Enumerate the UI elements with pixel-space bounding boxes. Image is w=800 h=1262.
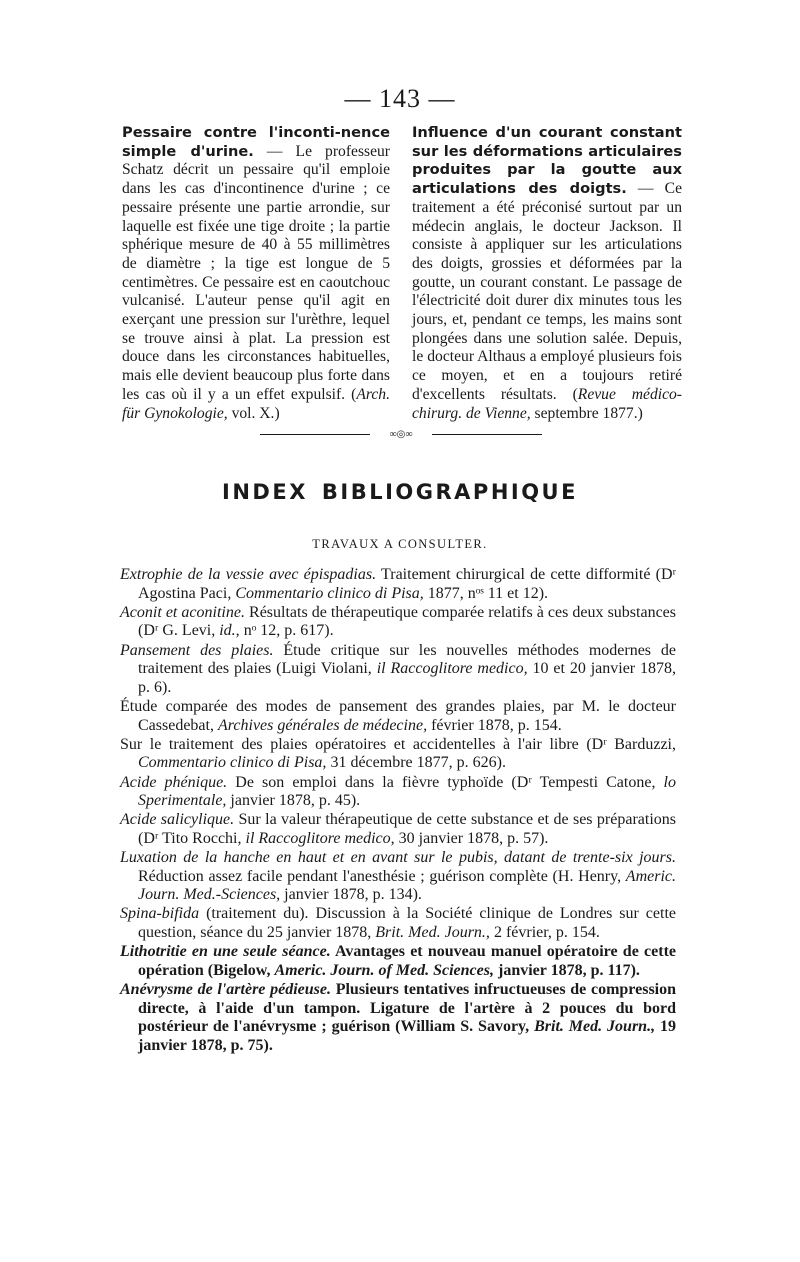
reference-text: janvier 1878, p. 134). — [280, 886, 422, 904]
reference-text: Plusieurs tentatives infructueuses de compression directe, à l'aide d'un tampon. Ligature de l'artère à 2 pouces du bord postérieur de l'anévrysme ; guérison (William S. Savory, — [138, 981, 677, 1036]
reference-entry — [120, 642, 676, 698]
reference-lead: Pansement des plaies. — [120, 641, 274, 659]
reference-text: Sur le traitement des plaies opératoires et accidentelles à l'air libre (Dʳ Barduzzi, — [120, 735, 676, 753]
article-title: Influence d'un courant constant sur les déformations articulaires produites par la goutte aux articulations des doigts. — [412, 124, 682, 198]
reference-lead: Aconit et aconitine. — [120, 603, 245, 621]
sub-heading: TRAVAUX A CONSULTER. — [312, 537, 488, 551]
reference-text: 30 janvier 1878, p. 57). — [394, 829, 549, 847]
reference-source: Commentario clinico di Pisa, — [235, 584, 424, 602]
reference-lead: Acide phénique. — [120, 773, 228, 791]
article-pessaire — [122, 124, 390, 423]
reference-entry — [120, 905, 676, 942]
article-body: — Ce traitement a été préconisé surtout par un médecin anglais, le docteur Jackson. Il consiste à appliquer sur les articulations des doigts, grossies et déformées par la goutte, un courant constant. Le passage de l'électricité doit durer dix minutes tous les jours, et, pendant ce temps, les mains sont plongées dans une solution salée. Depuis, le docteur Althaus a employé plusieurs fois ce moyen, et en a toujours retiré d'excellents résultats. ( — [412, 180, 682, 403]
reference-text: février 1878, p. 154. — [427, 716, 562, 734]
reference-text: (traitement du). Discussion à la Société clinique de Londres sur cette question, séance du 25 janvier 1878, — [138, 905, 676, 942]
ornamental-divider — [260, 428, 542, 442]
reference-source: il Raccoglitore medico, — [245, 829, 395, 847]
reference-text: 10 et 20 janvier 1878, p. 6). — [138, 660, 677, 696]
reference-lead: Spina-bifida — [120, 905, 200, 923]
reference-text: 31 décembre 1877, p. 626). — [326, 754, 506, 772]
reference-text: De son emploi dans la fièvre typhoïde (Dʳ Tempesti Catone, — [227, 773, 664, 791]
reference-source: il Raccoglitore medico, — [376, 660, 528, 678]
reference-entry — [120, 604, 676, 641]
reference-entry — [120, 849, 676, 905]
reference-lead: Lithotritie en une seule séance. — [120, 943, 331, 961]
reference-entry — [120, 774, 676, 811]
reference-text: Étude critique sur les nouvelles méthodes modernes de traitement des plaies (Luigi Violani, — [138, 641, 677, 678]
section-heading — [0, 480, 800, 504]
page-number: — 143 — — [344, 84, 456, 113]
reference-list — [120, 566, 676, 1056]
reference-source: Archives générales de médecine, — [217, 716, 428, 734]
heading-word-bibliographique: BIBLIOGRAPHIQUE — [321, 480, 578, 504]
reference-entry — [120, 981, 676, 1055]
reference-text: Sur la valeur thérapeutique de cette substance et de ses préparations (Dʳ Tito Rocchi, — [138, 811, 676, 847]
reference-text: janvier 1878, p. 117). — [493, 961, 640, 979]
reference-lead: Luxation de la hanche en haut et en avant sur le pubis, datant de trente-six jours. — [120, 849, 676, 867]
reference-source: Brit. Med. Journ., — [534, 1018, 656, 1036]
article-title: Pessaire contre l'inconti-nence simple d'urine. — [122, 124, 390, 160]
reference-entry — [120, 811, 676, 848]
reference-text: nᵒ 12, p. 617). — [239, 622, 334, 640]
reference-source: Brit. Med. Journ., — [375, 924, 490, 942]
article-source: Arch. für Gynokologie, — [122, 385, 390, 422]
reference-entry — [120, 943, 676, 980]
reference-source: Americ. Journ. Med.-Sciences, — [138, 867, 676, 904]
reference-text: Résultats de thérapeutique comparée relatifs à ces deux substances (Dʳ G. Levi, — [138, 603, 676, 640]
article-courant-constant — [412, 124, 682, 423]
reference-text: 19 janvier 1878, p. 75). — [138, 1018, 676, 1054]
reference-text: Traitement chirurgical de cette difformité (Dʳ Agostina Paci, — [138, 566, 677, 602]
reference-text: 2 février, p. 154. — [489, 924, 600, 942]
reference-source: lo Sperimentale, — [138, 773, 676, 810]
divider-line-left — [260, 434, 370, 435]
reference-entry — [120, 566, 676, 603]
heading-word-index: INDEX — [222, 480, 308, 504]
divider-ornament: ∞◎∞ — [389, 429, 413, 440]
reference-text: Réduction assez facile pendant l'anesthésie ; guérison complète (H. Henry, — [138, 867, 626, 885]
reference-text: janvier 1878, p. 45). — [226, 792, 361, 810]
reference-lead: Extrophie de la vessie avec épispadias. — [120, 566, 377, 583]
divider-line-right — [432, 434, 542, 435]
article-tail: vol. X.) — [227, 404, 280, 422]
reference-text: Avantages et nouveau manuel opératoire de cette opération (Bigelow, — [138, 943, 677, 979]
reference-lead: Acide salicylique. — [120, 811, 235, 829]
article-body: — Le professeur Schatz décrit un pessaire qu'il emploie dans les cas d'incontinence d'urine ; ce pessaire présente une partie arrondie, sur laquelle est fixée une tige droite ; la partie sphérique mesure de 40 à 55 millimètres de diamètre ; la tige est longue de 5 centimètres. Ce pessaire est en caoutchouc vulcanisé. L'auteur pense qu'il agit en exerçant une pression sur l'urèthre, lequel se trouve ainsi à plat. La pression est douce dans les circonstances habituelles, mais elle devient beaucoup plus forte dans les cas où il y a un effet expulsif. ( — [122, 142, 390, 403]
reference-text: Étude comparée des modes de pansement des grandes plaies, par M. le docteur Cassedebat, — [120, 697, 676, 734]
article-source: Revue médico-chirurg. de Vienne, — [412, 385, 682, 422]
reference-lead: Anévrysme de l'artère pédieuse. — [120, 981, 331, 998]
reference-entry — [120, 736, 676, 773]
reference-entry — [120, 698, 676, 735]
reference-source: Commentario clinico di Pisa, — [138, 754, 327, 772]
article-tail: septembre 1877.) — [530, 404, 643, 422]
reference-source: id., — [219, 622, 240, 640]
reference-source: Americ. Journ. of Med. Sciences, — [274, 961, 494, 979]
reference-text: 1877, nᵒˢ 11 et 12). — [423, 584, 549, 602]
